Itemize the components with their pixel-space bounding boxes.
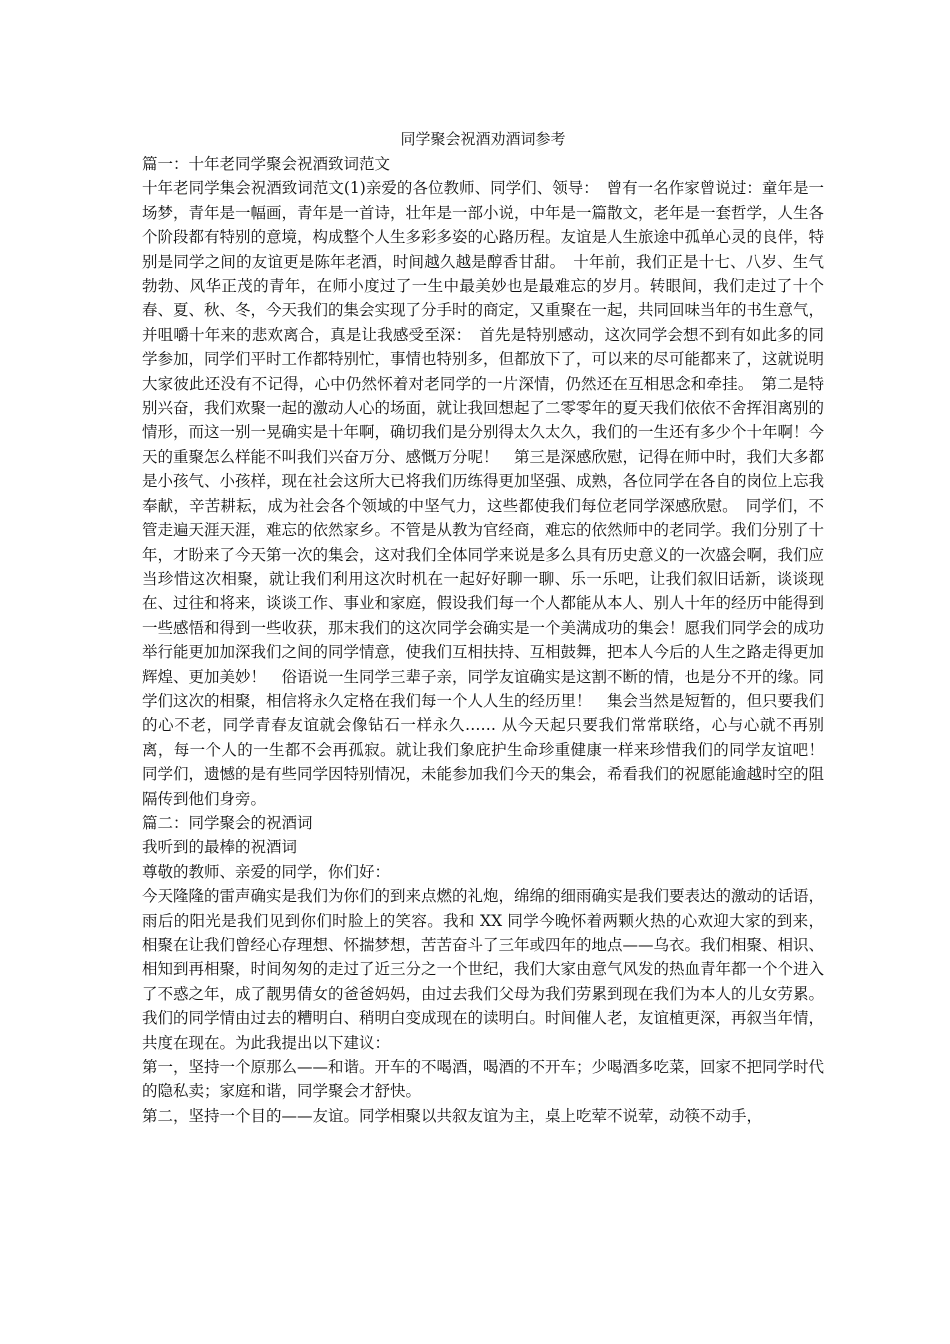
section2-heading: 篇二：同学聚会的祝酒词 [142, 813, 313, 832]
section1-body: 十年老同学集会祝酒致词范文(1)亲爱的各位教师、同学们、领导： 曾有一名作家曾说过：童年是一场梦，青年是一幅画，青年是一首诗，壮年是一部小说，中年是一篇散文，老年是一套哲学，人生各个阶段都有特别的意境，构成整个人生多彩多姿的心路历程。友谊是人生旅途中孤单心灵的良伴，特别是同学之间的友谊更是陈年老酒，时间越久越是醇香甘甜。 十年前，我们正是十七、八岁、生气勃勃、风华正茂的青年，在师小度过了一生中最美妙也是最难忘的岁月。转眼间，我们走过了十个春、夏、秋、冬，今天我们的集会实现了分手时的商定，又重聚在一起，共同回味当年的书生意气，并咀嚼十年来的悲欢离合，真是让我感受至深： 首先是特别感动，这次同学会想不到有如此多的同学参加，同学们平时工作都特别忙，事情也特别多，但都放下了，可以来的尽可能都来了，这就说明大家彼此还没有不记得，心中仍然怀着对老同学的一片深情，仍然还在互相思念和牵挂。 第二是特别兴奋，我们欢聚一起的激动人心的场面，就让我回想起了二零零年的夏天我们依依不舍挥泪离别的情形，而这一别一晃确实是十年啊，确切我们是分别得太久太久，我们的一生还有多少个十年啊！今天的重聚怎么样能不叫我们兴奋万分、感慨万分呢！ 第三是深感欣慰，记得在师中时，我们大多都是小孩气、小孩样，现在社会这所大已将我们历练得更加坚强、成熟，各位同学在各自的岗位上忘我奉献，辛苦耕耘，成为社会各个领域的中坚气力，这些都使我们每位老同学深感欣慰。 同学们，不管走遍天涯天涯，难忘的依然家乡。不管是从教为官经商，难忘的依然师中的老同学。我们分别了十年，才盼来了今天第一次的集会，这对我们全体同学来说是多么具有历史意义的一次盛会啊，我们应当珍惜这次相聚，就让我们利用这次时机在一起好好聊一聊、乐一乐吧，让我们叙旧话新，谈谈现在、过往和将来，谈谈工作、事业和家庭，假设我们每一个人都能从本人、别人十年的经历中能得到一些感悟和得到一些收获，那末我们的这次同学会确实是一个美满成功的集会！愿我们同学会的成功举行能更加加深我们之间的同学情意，使我们互相扶持、互相鼓舞，把本人今后的人生之路走得更加辉煌、更加美妙！ 俗语说一生同学三辈子亲，同学友谊确实是这割不断的情，也是分不开的缘。同学们这次的相聚，相信将永久定格在我们每一个人人生的经历里！ 集会当然是短暂的，但只要我们的心不老，同学青春友谊就会像钻石一样永久…… 从今天起只要我们常常联络，心与心就不再别离，每一个人的一生都不会再孤寂。就让我们象庇护生命珍重健康一样来珍惜我们的同学友谊吧！ 同学们，遗憾的是有些同学因特别情况，未能参加我们今天的集会，希看我们的祝愿能逾越时空的阻隔传到他们身旁。 [142, 179, 840, 808]
document-title: 同学聚会祝酒劝酒词参考 [400, 130, 566, 148]
section2-point1: 第一，坚持一个原那么——和谐。开车的不喝酒，喝酒的不开车；少喝酒多吃菜，回家不把同学时代的隐私卖；家庭和谐，同学聚会才舒快。 [142, 1058, 825, 1101]
section2-body: 今天隆隆的雷声确实是我们为你们的到来点燃的礼炮，绵绵的细雨确实是我们要表达的激动的话语，雨后的阳光是我们见到你们时脸上的笑容。我和 XX 同学今晚怀着两颗火热的心欢迎大家的到来，相聚在让我们曾经心存理想、怀揣梦想，苦苦奋斗了三年或四年的地点——乌衣。我们相聚、相识、相知到再相聚，时间匆匆的走过了近三分之一个世纪，我们大家由意气风发的热血青年都一个个进入了不惑之年，成了靓男倩女的爸爸妈妈，由过去我们父母为我们劳累到现在我们为本人的儿女劳累。我们的同学情由过去的糟明白、稍明白变成现在的读明白。时间催人老，友谊植更深，再叙当年情，共度在现在。为此我提出以下建议： [142, 887, 825, 1052]
section2-point2: 第二，坚持一个目的——友谊。同学相聚以共叙友谊为主，桌上吃荤不说荤，动筷不动手， [142, 1106, 763, 1125]
document-page [142, 128, 840, 1128]
section2-subheading: 我听到的最棒的祝酒词 [142, 838, 298, 857]
section2-salutation: 尊敬的教师、亲爱的同学，你们好： [142, 862, 391, 881]
section1-heading: 篇一：十年老同学聚会祝酒致词范文 [142, 155, 391, 173]
